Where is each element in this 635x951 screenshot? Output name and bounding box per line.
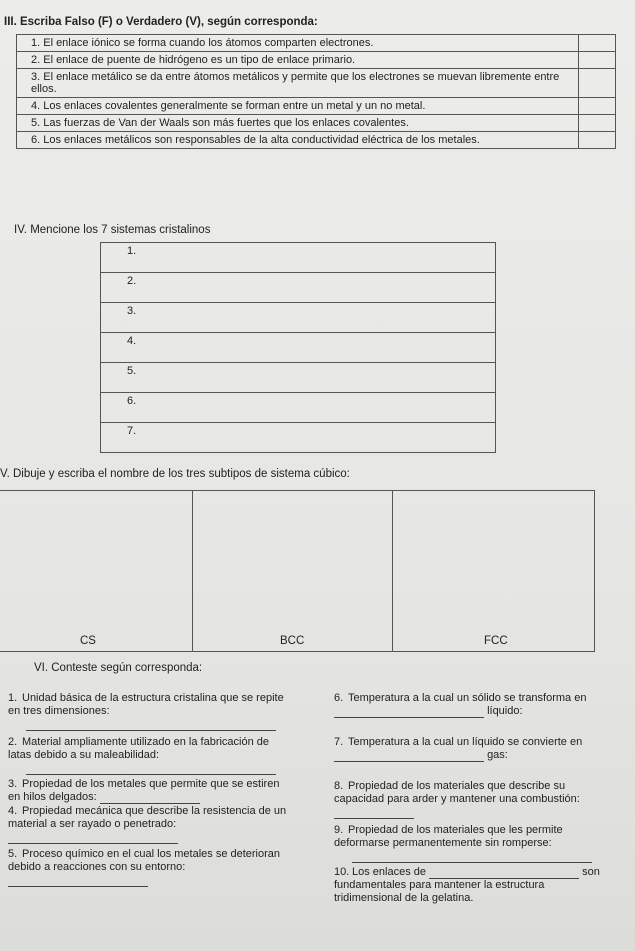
question-text: Proceso químico en el cual los metales se deterioran debido a reacciones con su entorno: — [8, 848, 281, 873]
question-number: 5. — [8, 848, 18, 860]
question-text: Temperatura a la cual un sólido se transforma en — [348, 692, 587, 704]
question-item — [8, 778, 290, 804]
tf-answer-cell[interactable] — [579, 132, 616, 149]
tf-statement: 2. El enlace de puente de hidrógeno es un tipo de enlace primario. — [17, 52, 579, 69]
question-item — [334, 736, 606, 762]
question-number: 3. — [8, 778, 18, 790]
question-number: 1. — [8, 692, 18, 704]
cubic-cell-fcc[interactable] — [392, 491, 594, 651]
crystal-system-cell[interactable]: 6. — [101, 393, 496, 423]
question-text: Material ampliamente utilizado en la fabricación de latas debido a su maleabilidad: — [8, 736, 270, 761]
section3-title: III. Escriba Falso (F) o Verdadero (V), según corresponda: — [4, 16, 318, 28]
question-tail: son fundamentales para mantener la estructura tridimensional de la gelatina. — [334, 866, 600, 904]
table-row[interactable] — [101, 303, 496, 333]
question-number: 2. — [8, 736, 18, 748]
question-number: 8. — [334, 780, 344, 792]
tf-statement: 6. Los enlaces metálicos son responsables de la alta conductividad eléctrica de los metales. — [17, 132, 579, 149]
question-item — [8, 805, 290, 844]
cubic-label-fcc: FCC — [484, 635, 508, 647]
question-number: 4. — [8, 805, 18, 817]
question-number: 10. — [334, 866, 350, 878]
section4-title: IV. Mencione los 7 sistemas cristalinos — [14, 224, 211, 236]
question-text: Unidad básica de la estructura cristalina que se repite en tres dimensiones: — [8, 692, 284, 717]
crystal-system-cell[interactable]: 3. — [101, 303, 496, 333]
cubic-drawing-box — [0, 490, 595, 652]
question-text: Propiedad mecánica que describe la resistencia de un material a ser rayado o penetrado: — [8, 805, 287, 830]
table-row — [17, 35, 616, 52]
crystal-system-cell[interactable]: 5. — [101, 363, 496, 393]
answer-line[interactable] — [334, 717, 484, 718]
question-text: Propiedad de los metales que permite que se estiren en hilos delgados: — [8, 778, 280, 803]
table-row[interactable] — [101, 423, 496, 453]
tf-answer-cell[interactable] — [579, 35, 616, 52]
table-row[interactable] — [101, 333, 496, 363]
tf-statement: 1. El enlace iónico se forma cuando los átomos comparten electrones. — [17, 35, 579, 52]
answer-line[interactable] — [334, 761, 484, 762]
question-tail: líquido: — [487, 705, 523, 717]
answer-line[interactable] — [26, 730, 276, 731]
question-item — [334, 866, 606, 905]
crystal-system-cell[interactable]: 2. — [101, 273, 496, 303]
tf-answer-cell[interactable] — [579, 52, 616, 69]
cubic-cell-bcc[interactable] — [192, 491, 393, 651]
table-row — [17, 69, 616, 98]
section6-title: VI. Conteste según corresponda: — [34, 662, 203, 674]
crystal-system-cell[interactable]: 4. — [101, 333, 496, 363]
question-text: Los enlaces de — [352, 866, 426, 878]
tf-answer-cell[interactable] — [579, 115, 616, 132]
question-item — [8, 848, 290, 887]
question-item — [8, 692, 290, 731]
cubic-cell-cs[interactable] — [0, 491, 193, 651]
table-row — [17, 52, 616, 69]
question-tail: gas: — [487, 749, 508, 761]
tf-statement: 4. Los enlaces covalentes generalmente se forman entre un metal y un no metal. — [17, 98, 579, 115]
table-row[interactable] — [101, 393, 496, 423]
tf-statement: 5. Las fuerzas de Van der Waals son más fuertes que los enlaces covalentes. — [17, 115, 579, 132]
cubic-label-cs: CS — [80, 635, 96, 647]
question-item — [334, 780, 606, 819]
answer-line[interactable] — [8, 886, 148, 887]
crystal-system-cell[interactable]: 7. — [101, 423, 496, 453]
table-row — [17, 98, 616, 115]
cubic-label-bcc: BCC — [280, 635, 305, 647]
question-number: 6. — [334, 692, 344, 704]
question-item — [8, 736, 290, 775]
question-text: Propiedad de los materiales que describe su capacidad para arder y mantener una combustión: — [334, 780, 580, 805]
question-item — [334, 824, 606, 863]
table-row — [17, 132, 616, 149]
question-number: 7. — [334, 736, 344, 748]
table-row[interactable] — [101, 243, 496, 273]
question-text: Temperatura a la cual un líquido se convierte en — [348, 736, 583, 748]
crystal-systems-table — [100, 242, 496, 453]
table-row — [17, 115, 616, 132]
question-number: 9. — [334, 824, 344, 836]
tf-answer-cell[interactable] — [579, 98, 616, 115]
answer-line[interactable] — [8, 843, 178, 844]
answer-line[interactable] — [100, 803, 200, 804]
tf-answer-cell[interactable] — [579, 69, 616, 98]
answer-line[interactable] — [334, 818, 414, 819]
true-false-table — [16, 34, 616, 149]
table-row[interactable] — [101, 363, 496, 393]
table-row[interactable] — [101, 273, 496, 303]
answer-line[interactable] — [352, 862, 592, 863]
question-item — [334, 692, 606, 718]
answer-line[interactable] — [26, 774, 276, 775]
tf-statement: 3. El enlace metálico se da entre átomos metálicos y permite que los electrones se muevan libremente entre ellos. — [17, 69, 579, 98]
section5-title: V. Dibuje y escriba el nombre de los tres subtipos de sistema cúbico: — [0, 468, 350, 480]
question-text: Propiedad de los materiales que les permite deformarse permanentemente sin romperse: — [334, 824, 563, 849]
crystal-system-cell[interactable]: 1. — [101, 243, 496, 273]
